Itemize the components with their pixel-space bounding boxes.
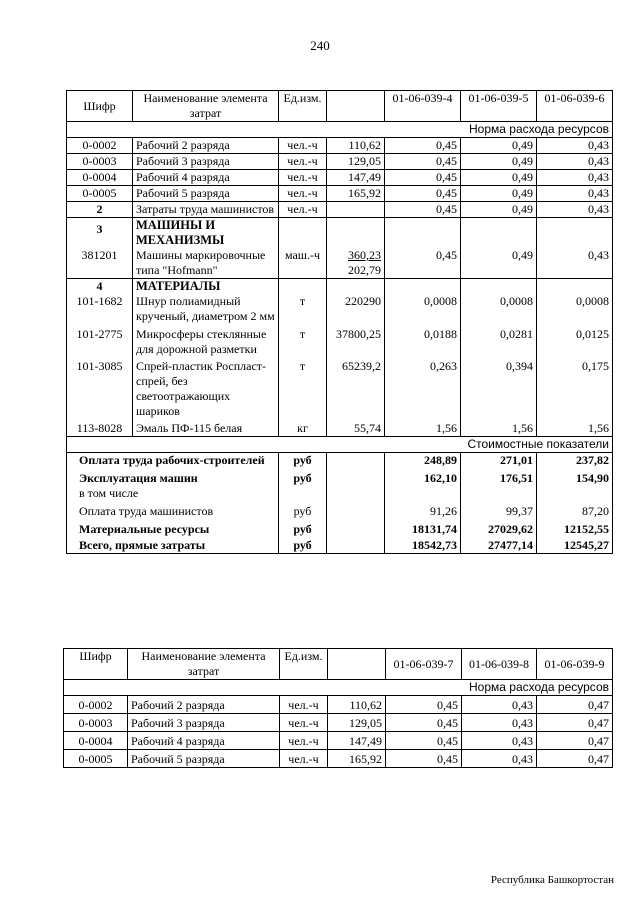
- row-unit: маш.-ч: [279, 248, 327, 279]
- row-value-2: 0,43: [462, 732, 537, 750]
- empty-cell: [327, 537, 385, 554]
- row-unit: чел.-ч: [279, 202, 327, 218]
- row-value-1: 0,45: [385, 186, 461, 202]
- row-code: 0-0005: [67, 186, 133, 202]
- cost-row: [67, 468, 613, 501]
- header-col1: 01-06-039-7: [386, 649, 462, 680]
- section-cost-row: [67, 437, 613, 453]
- header-col1: 01-06-039-4: [385, 91, 461, 122]
- row-value-1: 0,45: [385, 138, 461, 154]
- row-price: 129,05: [328, 714, 386, 732]
- row-name: Рабочий 2 разряда: [133, 138, 279, 154]
- row-value-1: 0,45: [385, 202, 461, 218]
- cost-value-2: 27029,62: [461, 519, 537, 537]
- cost-row: [67, 453, 613, 469]
- row-name: Рабочий 5 разряда: [128, 750, 280, 768]
- row-value-3: 0,0008: [537, 294, 613, 324]
- cost-row: [67, 537, 613, 554]
- row-code: 0-0004: [67, 170, 133, 186]
- row-value-3: 0,0125: [537, 324, 613, 357]
- row-name: Машины маркировочные типа "Hofmann": [133, 248, 279, 279]
- header-price: [328, 649, 386, 680]
- cost-value-2: 176,51: [461, 468, 537, 501]
- table-row: [67, 357, 613, 419]
- row-price: 110,62: [328, 696, 386, 714]
- row-price: 110,62: [327, 138, 385, 154]
- row-name: Спрей-пластик Роспласт-спрей, без светоотражающих шариков: [133, 357, 279, 419]
- row-value-2: 0,49: [461, 138, 537, 154]
- row-code: 0-0002: [64, 696, 128, 714]
- row-name: Шнур полиамидный крученый, диаметром 2 мм: [133, 294, 279, 324]
- section-code: 4: [67, 279, 133, 295]
- row-value-3: 0,43: [537, 202, 613, 218]
- header-col2: 01-06-039-5: [461, 91, 537, 122]
- empty-cell: [461, 218, 537, 249]
- empty-cell: [537, 279, 613, 295]
- row-value-1: 0,45: [385, 154, 461, 170]
- empty-cell: [385, 279, 461, 295]
- row-unit: чел.-ч: [279, 186, 327, 202]
- row-value-1: 0,45: [386, 732, 462, 750]
- empty-cell: [327, 501, 385, 519]
- empty-cell: [279, 279, 327, 295]
- row-value-3: 0,47: [537, 714, 613, 732]
- section-code: 3: [67, 218, 133, 249]
- price-top: 360,23: [348, 248, 381, 262]
- row-code: 0-0003: [64, 714, 128, 732]
- row-code: 101-3085: [67, 357, 133, 419]
- row-value-2: 0,43: [462, 696, 537, 714]
- row-value-3: 0,43: [537, 170, 613, 186]
- table-row: [67, 186, 613, 202]
- empty-cell: [327, 279, 385, 295]
- row-name: Рабочий 4 разряда: [133, 170, 279, 186]
- table-row: [67, 294, 613, 324]
- header-unit: Ед.изм.: [279, 91, 327, 122]
- table-header-row: [64, 649, 613, 680]
- cost-unit: руб: [279, 537, 327, 554]
- row-unit: чел.-ч: [280, 714, 328, 732]
- row-value-1: 0,45: [386, 750, 462, 768]
- empty-cell: [327, 468, 385, 501]
- cost-unit: руб: [279, 519, 327, 537]
- row-code: 2: [67, 202, 133, 218]
- cost-value-1: 91,26: [385, 501, 461, 519]
- row-code: 0-0003: [67, 154, 133, 170]
- section-cost-label: Стоимостные показатели: [67, 437, 613, 453]
- cost-value-2: 271,01: [461, 453, 537, 469]
- row-value-3: 0,47: [537, 696, 613, 714]
- row-code: 381201: [67, 248, 133, 279]
- row-name: Рабочий 3 разряда: [133, 154, 279, 170]
- row-price: 147,49: [327, 170, 385, 186]
- row-unit: чел.-ч: [279, 154, 327, 170]
- row-value-2: 0,49: [461, 202, 537, 218]
- cost-value-2: 27477,14: [461, 537, 537, 554]
- header-name: Наименование элемента затрат: [128, 649, 280, 680]
- header-col3: 01-06-039-6: [537, 91, 613, 122]
- row-value-2: 0,49: [461, 186, 537, 202]
- row-name: Микросферы стеклянные для дорожной разметки: [133, 324, 279, 357]
- section-title: МАТЕРИАЛЫ: [133, 279, 279, 295]
- section-title: МАШИНЫ И МЕХАНИЗМЫ: [133, 218, 279, 249]
- row-value-1: 0,45: [386, 696, 462, 714]
- row-price: 65239,2: [327, 357, 385, 419]
- cost-value-2: 99,37: [461, 501, 537, 519]
- empty-cell: [327, 218, 385, 249]
- row-value-1: 0,45: [385, 248, 461, 279]
- cost-unit: руб: [279, 453, 327, 469]
- row-code: 101-2775: [67, 324, 133, 357]
- row-code: 113-8028: [67, 419, 133, 437]
- cost-value-1: 248,89: [385, 453, 461, 469]
- row-value-2: 0,394: [461, 357, 537, 419]
- row-price: 147,49: [328, 732, 386, 750]
- row-value-2: 0,0281: [461, 324, 537, 357]
- table-row: [64, 750, 613, 768]
- row-unit: чел.-ч: [280, 750, 328, 768]
- cost-row: [67, 501, 613, 519]
- section-norm-row: [67, 122, 613, 138]
- row-value-3: 0,47: [537, 750, 613, 768]
- row-value-1: 0,45: [385, 170, 461, 186]
- table-header-row: [67, 91, 613, 122]
- row-value-3: 0,175: [537, 357, 613, 419]
- cost-name: [67, 468, 279, 501]
- row-unit: чел.-ч: [279, 138, 327, 154]
- cost-name: Всего, прямые затраты: [67, 537, 279, 554]
- header-price: [327, 91, 385, 122]
- cost-value-3: 87,20: [537, 501, 613, 519]
- row-name: Рабочий 3 разряда: [128, 714, 280, 732]
- header-code: Шифр: [64, 649, 128, 680]
- cost-value-3: 12152,55: [537, 519, 613, 537]
- cost-unit: руб: [279, 501, 327, 519]
- row-unit: чел.-ч: [279, 170, 327, 186]
- cost-name-main: Эксплуатация машин: [79, 471, 198, 485]
- resource-table-1: [66, 90, 613, 554]
- row-price: [327, 248, 385, 279]
- table-row: [67, 324, 613, 357]
- empty-cell: [385, 218, 461, 249]
- row-value-2: 0,49: [461, 170, 537, 186]
- row-value-3: 0,47: [537, 732, 613, 750]
- row-unit: т: [279, 324, 327, 357]
- row-value-1: 0,0008: [385, 294, 461, 324]
- row-price: 165,92: [327, 186, 385, 202]
- materials-section-row: [67, 279, 613, 295]
- row-value-3: 1,56: [537, 419, 613, 437]
- header-code: Шифр: [67, 91, 133, 122]
- row-code: 0-0004: [64, 732, 128, 750]
- header-col2: 01-06-039-8: [462, 649, 537, 680]
- row-unit: т: [279, 294, 327, 324]
- cost-name: Оплата труда рабочих-строителей: [67, 453, 279, 469]
- row-value-2: 0,0008: [461, 294, 537, 324]
- row-unit: кг: [279, 419, 327, 437]
- row-value-1: 0,0188: [385, 324, 461, 357]
- row-price: 37800,25: [327, 324, 385, 357]
- row-value-1: 1,56: [385, 419, 461, 437]
- empty-cell: [327, 519, 385, 537]
- row-price: [327, 202, 385, 218]
- row-value-2: 1,56: [461, 419, 537, 437]
- row-value-1: 0,45: [386, 714, 462, 732]
- row-name: Рабочий 2 разряда: [128, 696, 280, 714]
- table-row: [64, 732, 613, 750]
- cost-row: [67, 519, 613, 537]
- row-name: Рабочий 5 разряда: [133, 186, 279, 202]
- row-value-3: 0,43: [537, 248, 613, 279]
- row-price: 129,05: [327, 154, 385, 170]
- table-row: [67, 419, 613, 437]
- empty-cell: [461, 279, 537, 295]
- cost-value-1: 18131,74: [385, 519, 461, 537]
- table-row-machinists: [67, 202, 613, 218]
- row-code: 0-0005: [64, 750, 128, 768]
- table-row: [67, 154, 613, 170]
- row-value-2: 0,49: [461, 248, 537, 279]
- empty-cell: [327, 453, 385, 469]
- row-value-3: 0,43: [537, 138, 613, 154]
- row-name: Затраты труда машинистов: [133, 202, 279, 218]
- page-number: 240: [310, 38, 330, 53]
- row-value-2: 0,43: [462, 714, 537, 732]
- table-row: [67, 170, 613, 186]
- cost-value-3: 154,90: [537, 468, 613, 501]
- price-bottom: 202,79: [348, 263, 381, 277]
- row-code: 0-0002: [67, 138, 133, 154]
- row-value-2: 0,43: [462, 750, 537, 768]
- cost-value-1: 18542,73: [385, 537, 461, 554]
- section-norm-label: Норма расхода ресурсов: [64, 680, 613, 696]
- row-unit: чел.-ч: [280, 696, 328, 714]
- cost-name: Материальные ресурсы: [67, 519, 279, 537]
- section-norm-row: [64, 680, 613, 696]
- machines-section-row: [67, 218, 613, 249]
- header-unit: Ед.изм.: [280, 649, 328, 680]
- row-unit: т: [279, 357, 327, 419]
- row-unit: чел.-ч: [280, 732, 328, 750]
- footer-region: Республика Башкортостан: [490, 874, 614, 886]
- header-col3: 01-06-039-9: [537, 649, 613, 680]
- table-row-machine: [67, 248, 613, 279]
- row-value-2: 0,49: [461, 154, 537, 170]
- row-name: Эмаль ПФ-115 белая: [133, 419, 279, 437]
- row-price: 220290: [327, 294, 385, 324]
- row-value-3: 0,43: [537, 154, 613, 170]
- cost-value-1: 162,10: [385, 468, 461, 501]
- header-name: Наименование элемента затрат: [133, 91, 279, 122]
- row-price: 55,74: [327, 419, 385, 437]
- table-row: [64, 714, 613, 732]
- resource-table-2: [63, 648, 613, 768]
- cost-value-3: 237,82: [537, 453, 613, 469]
- table-row: [67, 138, 613, 154]
- table-row: [64, 696, 613, 714]
- cost-unit: руб: [279, 468, 327, 501]
- row-name: Рабочий 4 разряда: [128, 732, 280, 750]
- cost-name-extra: в том числе: [79, 486, 139, 500]
- empty-cell: [537, 218, 613, 249]
- row-code: 101-1682: [67, 294, 133, 324]
- row-price: 165,92: [328, 750, 386, 768]
- row-value-1: 0,263: [385, 357, 461, 419]
- cost-name: Оплата труда машинистов: [67, 501, 279, 519]
- section-norm-label: Норма расхода ресурсов: [67, 122, 613, 138]
- cost-value-3: 12545,27: [537, 537, 613, 554]
- empty-cell: [279, 218, 327, 249]
- row-value-3: 0,43: [537, 186, 613, 202]
